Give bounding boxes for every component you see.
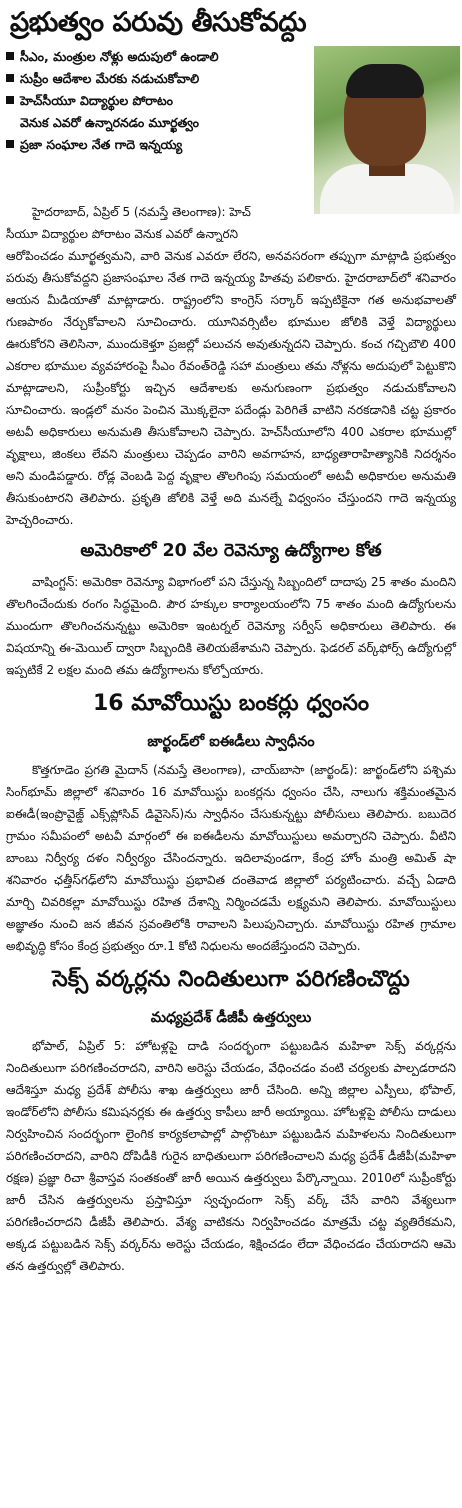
bullet-text: వెనుక ఎవరో ఉన్నారనడం మూర్ఖత్వం bbox=[20, 115, 199, 130]
bullet-text: ప్రజా సంఘాల నేత గాదె ఇన్నయ్య bbox=[20, 137, 183, 152]
bullet-text: సుప్రీం ఆదేశాల మేరకు నడుచుకోవాలి bbox=[20, 71, 200, 86]
bullet-item bbox=[4, 134, 304, 156]
article1-top bbox=[4, 46, 458, 201]
article3-subhead: జార్ఖండ్‌లో ఐఈడీలు స్వాధీనం bbox=[147, 734, 315, 750]
article2-headline: అమెరికాలో 20 వేల రెవెన్యూ ఉద్యోగాల కోత bbox=[80, 541, 382, 561]
article4-subhead: మధ్యప్రదేశ్‌ డీజీపీ ఉత్తర్వులు bbox=[150, 1010, 312, 1026]
article1-lead-line: హైదరాబాద్‌, ఏప్రిల్‌ 5 (నమస్తే తెలంగాణ): హెచ్‌ bbox=[32, 205, 251, 219]
bullet-square-icon bbox=[6, 52, 14, 60]
bullet-item bbox=[4, 90, 304, 112]
bullet-item bbox=[4, 68, 304, 90]
bullet-item bbox=[4, 46, 304, 68]
article4-body: భోపాల్‌, ఏప్రిల్‌ 5: హోటళ్లపై దాడి సందర్భంగా పట్టుబడిన మహిళా సెక్స్‌ వర్కర్లను నిందితులుగా పరిగణించరాదని, వారిని అరెస్టు చేయడం, వేధించడం వంటి చర్యలకు పాల్పడరాదని ఆదేశిస్తూ మధ్య ప్రదేశ్‌ పోలీసు శాఖ ఉత్తర్వులు జారీ చేసింది. అన్ని జిల్లాల ఎస్పీలు, భోపాల్‌, ఇండోర్‌లోని పోలీసు కమిషనర్లకు ఈ ఉత్తర్వు కాపీలు జారీ అయ్యాయి. హోటళ్లపై పోలీసు దాడులు నిర్వహించిన సందర్భంగా లైంగిక కార్యకలాపాల్లో పాల్గొంటూ పట్టుబడిన మహిళలను నిందితులుగా పరిగణించరాదని, వారిని దోపిడీకి గురైన బాధితులుగా పరిగణించాలని మధ్య ప్రదేశ్‌ డీజీపీ(మహిళా రక్షణ) ప్రజ్ఞా రిచా శ్రీవాస్తవ సంతకంతో జారీ అయిన ఉత్తర్వులు పేర్కొన్నాయి. 2010లో సుప్రీంకోర్టు జారీ చేసిన ఉత్తర్వులను ప్రస్తావిస్తూ స్వచ్ఛందంగా సెక్స్‌ వర్క్‌ చేసే వారిని వేశ్యలుగా పరిగణించరాదని డీజీపీ తెలిపారు. వేశ్య వాటికను నిర్వహించడం మాత్రమే చట్ట వ్యతిరేకమని, అక్కడ పట్టుబడిన సెక్స్‌ వర్కర్‌ను అరెస్టు చేయడం, శిక్షించడం లేదా వేధించడం చేయరాదని ఆమె తన ఉత్తర్వుల్లో తెలిపారు. bbox=[6, 1039, 456, 1273]
bullet-square-icon bbox=[6, 96, 14, 104]
article2-body: వాషింగ్టన్‌: అమెరికా రెవెన్యూ విభాగంలో పని చేస్తున్న సిబ్బందిలో దాదాపు 25 శాతం మందిని తొలగించేందుకు రంగం సిద్ధమైంది. పౌర హక్కుల కార్యాలయంలోని 75 శాతం మంది ఉద్యోగులను ముందుగా తొలగించనున్నట్టు అమెరికా ఇంటర్నల్‌ రెవెన్యూ సర్వీస్‌ అధికారులు తెలిపారు. ఈ విషయాన్ని ఈ-మెయిల్‌ ద్వారా సిబ్బందికి తెలియజేశామని చెప్పారు. ఫెడరల్‌ వర్క్‌ఫోర్స్‌ ఉద్యోగుల్లో ఇప్పటికే 2 లక్షల మంది తమ ఉద్యోగాలను కోల్పోయారు. bbox=[6, 575, 456, 677]
article1-lead bbox=[4, 201, 306, 245]
article3-body: కొత్తగూడెం ప్రగతి మైదాన్‌ (నమస్తే తెలంగాణ), చాయ్‌బాసా (జార్ఖండ్‌): జార్ఖండ్‌లోని పశ్చిమ సింగ్‌భూమ్‌ జిల్లాలో శనివారం 16 మావోయిస్టు బంకర్లను ధ్వంసం చేసి, నాలుగు శక్తిమంతమైన ఐఈడీ(ఇంప్రొవైజ్డ్‌ ఎక్స్‌ప్లోసివ్‌ డివైసెస్‌)ను స్వాధీనం చేసుకున్నట్టు పోలీసులు తెలిపారు. బబుదెర గ్రామం సమీపంలో అటవీ మార్గంలో ఈ ఐఈడీలను మావోయిస్టులు అమర్చారని చెప్పారు. వీటిని బాంబు నిర్వీర్య దళం నిర్వీర్యం చేసిందన్నారు. ఇదిలావుండగా, కేంద్ర హోం మంత్రి అమిత్‌ షా శనివారం ఛత్తీస్‌గఢ్‌లోని మావోయిస్టు ప్రభావిత దంతెవాడ జిల్లాలో పర్యటించారు. వచ్చే ఏడాది మార్చి చివరికల్లా మావోయిస్టు రహిత దేశాన్ని నిర్మించడమే లక్ష్యమని తెలిపారు. మావోయిస్టులు అజ్ఞాతం నుంచి జన జీవన స్రవంతిలోకి రావాలని పిలుపునిచ్చారు. మావోయిస్టు రహిత గ్రామాల అభివృద్ధి కోసం కేంద్ర ప్రభుత్వం రూ.1 కోటి నిధులను అందజేస్తుందని చెప్పారు. bbox=[6, 763, 456, 953]
bullet-text: సీఎం, మంత్రుల నోళ్లు అదుపులో ఉండాలి bbox=[20, 49, 219, 64]
bullet-text: హెచ్‌సీయూ విద్యార్థుల పోరాటం bbox=[20, 93, 173, 108]
article1-headline: ప్రభుత్వం పరువు తీసుకోవద్దు bbox=[10, 7, 307, 38]
article1-lead-line: సీయూ విద్యార్థుల పోరాటం వెనుక ఎవరో ఉన్నారని bbox=[6, 227, 239, 241]
bullet-square-icon bbox=[6, 74, 14, 82]
photo-hair bbox=[346, 64, 424, 98]
bullet-item-continued bbox=[4, 112, 304, 134]
article3-headline: 16 మావోయిస్టు బంకర్లు ధ్వంసం bbox=[92, 691, 370, 716]
bullet-square-icon bbox=[6, 140, 14, 148]
article4-headline: సెక్స్‌ వర్కర్లను నిందితులుగా పరిగణించొద్దు bbox=[52, 967, 410, 992]
portrait-photo bbox=[314, 46, 460, 214]
article1-body: ఆరోపించడం మూర్ఖత్వమని, వారి వెనుక ఎవరూ లేరని, అనవసరంగా తప్పుగా మాట్లాడి ప్రభుత్వం పరువు తీసుకోవద్దని ప్రజాసంఘాల నేత గాదె ఇన్నయ్య హితవు పలికారు. హైదరాబాద్‌లో శనివారం ఆయన మీడియాతో మాట్లాడారు. రాష్ట్రంలోని కాంగ్రెస్‌ సర్కార్‌ ఇప్పటికైనా గత అనుభవాలతో గుణపాఠం నేర్చుకోవాలని సూచించారు. యూనివర్సిటీల భూముల జోలికి వెళ్తే విద్యార్థులు ఊరుకోరని తెలిసినా, ముందుకెళ్తూ ప్రజల్లో పలుచన అవుతున్నదని చెప్పారు. కంచ గచ్చిబౌలి 400 ఎకరాల భూముల వ్యవహారంపై సీఎం రేవంత్‌రెడ్డి సహా మంత్రులు తమ నోళ్లను అదుపులో పెట్టుకొని మాట్లాడాలని, సుప్రీంకోర్టు ఇచ్చిన ఆదేశాలకు అనుగుణంగా ప్రభుత్వం నడుచుకోవాలని సూచించారు. ఇండ్లలో మనం పెంచిన మొక్కలైనా పదేండ్లు పెరిగితే వాటిని నరకడానికి చట్ట ప్రకారం అటవీ అధికారులు అనుమతి తీసుకోవాలని చెప్పారు. హెచ్‌సీయూలోని 400 ఎకరాల భూముల్లో వృక్షాలు, జింకలు లేవని మంత్రులు చెప్పడం వారిని అవగాహన, బాధ్యతారాహిత్యానికి నిదర్శనం అని మండిపడ్డారు. రోడ్ల వెంబడి పెద్ద వృక్షాల తొలగింపు సమయంలో అటవీ అధికారుల అనుమతి తీసుకుంటారని తెలిపారు. ప్రకృతి జోలికి వెళ్తే అది మనల్నే విధ్వంసం చేస్తుందని గాదె ఇన్నయ్య హెచ్చరించారు. bbox=[6, 249, 456, 527]
article1-bullets bbox=[4, 46, 304, 156]
